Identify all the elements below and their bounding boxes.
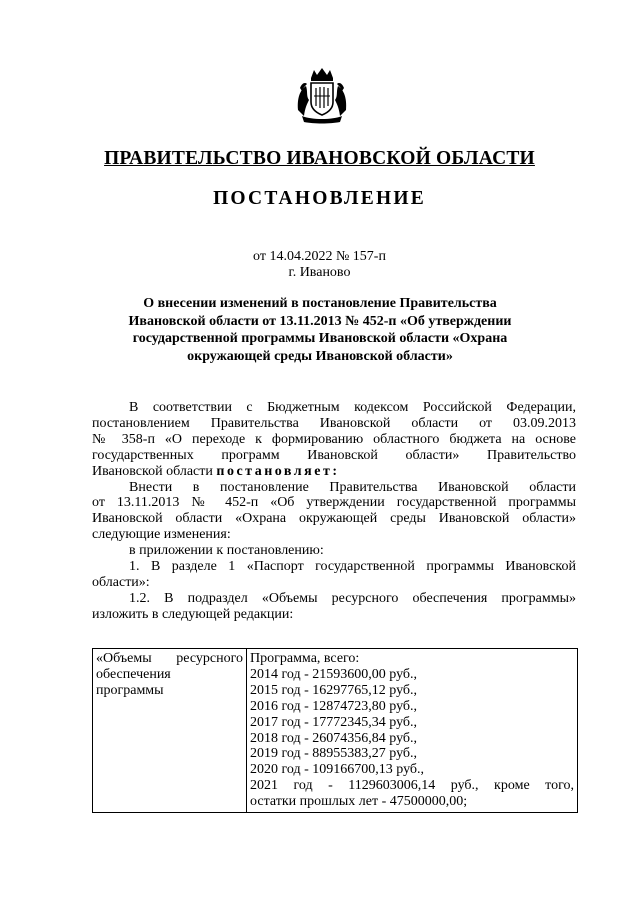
decree-body xyxy=(92,400,576,623)
text-line: постановлением Правительства Ивановской области от 03.09.2013 xyxy=(92,415,576,431)
text-line: следующие изменения: xyxy=(92,527,231,543)
table-row xyxy=(93,649,578,813)
text-line: государственных программ Ивановской области» Правительство xyxy=(92,447,576,463)
year-line: 2018 год - 26074356,84 руб., xyxy=(250,730,418,746)
text-fragment: Ивановской области xyxy=(92,463,213,479)
text-line: изложить в следующей редакции: xyxy=(92,606,294,622)
cell-line: обеспечения xyxy=(96,666,171,682)
year-line: 2021 год - 1129603006,14 руб., кроме того, xyxy=(250,778,574,794)
amendment-paragraph xyxy=(92,480,576,544)
cell-line: «Объемы ресурсного xyxy=(96,651,243,666)
year-line: 2014 год - 21593600,00 руб., xyxy=(250,666,418,682)
subject-line: Ивановской области от 13.11.2013 № 452-п «Об утверждении xyxy=(128,313,512,329)
document-type-title: ПОСТАНОВЛЕНИЕ xyxy=(213,188,426,209)
text-line: 1.2. В подраздел «Объемы ресурсного обеспечения программы» xyxy=(129,590,576,606)
resolves-word: постановляет: xyxy=(216,463,340,479)
preamble-paragraph xyxy=(92,400,576,480)
text-line: Ивановской области «Охрана окружающей среды Ивановской области» xyxy=(92,511,576,527)
table-cell-label xyxy=(93,649,247,813)
decree-subject xyxy=(110,295,530,365)
section-paragraph xyxy=(92,559,576,591)
text-line xyxy=(92,464,576,480)
year-line: 2019 год - 88955383,27 руб., xyxy=(250,746,418,762)
text-line: № 358-п «О переходе к формированию областного бюджета на основе xyxy=(92,431,576,447)
subject-line: окружающей среды Ивановской области» xyxy=(187,348,453,364)
remainder-line: остатки прошлых лет - 47500000,00; xyxy=(250,794,468,810)
subject-line: О внесении изменений в постановление Правительства xyxy=(143,296,497,311)
text-line: В соответствии с Бюджетным кодексом Российской Федерации, xyxy=(129,400,576,415)
year-line: 2017 год - 17772345,34 руб., xyxy=(250,714,418,730)
text-line: от 13.11.2013 № 452-п «Об утверждении государственной программы xyxy=(92,495,576,511)
table-cell-values xyxy=(247,649,578,813)
coat-of-arms-icon xyxy=(296,66,348,124)
cell-line: программы xyxy=(96,682,164,698)
city-line: г. Иваново xyxy=(288,265,351,280)
year-line: 2015 год - 16297765,12 руб., xyxy=(250,682,418,698)
text-line: Внести в постановление Правительства Ивановской области xyxy=(129,479,576,495)
annex-paragraph: в приложении к постановлению: xyxy=(129,543,324,559)
year-line: 2016 год - 12874723,80 руб., xyxy=(250,698,418,714)
government-title: ПРАВИТЕЛЬСТВО ИВАНОВСКОЙ ОБЛАСТИ xyxy=(104,148,535,169)
subject-line: государственной программы Ивановской области «Охрана xyxy=(132,331,508,347)
text-line: области»: xyxy=(92,574,150,590)
date-number-line: от 14.04.2022 № 157-п xyxy=(253,249,386,264)
subsection-paragraph xyxy=(92,591,576,623)
program-total-label: Программа, всего: xyxy=(250,651,360,666)
year-line: 2020 год - 109166700,13 руб., xyxy=(250,762,425,778)
resources-table xyxy=(92,648,578,813)
text-line: 1. В разделе 1 «Паспорт государственной программы Ивановской xyxy=(129,559,576,575)
